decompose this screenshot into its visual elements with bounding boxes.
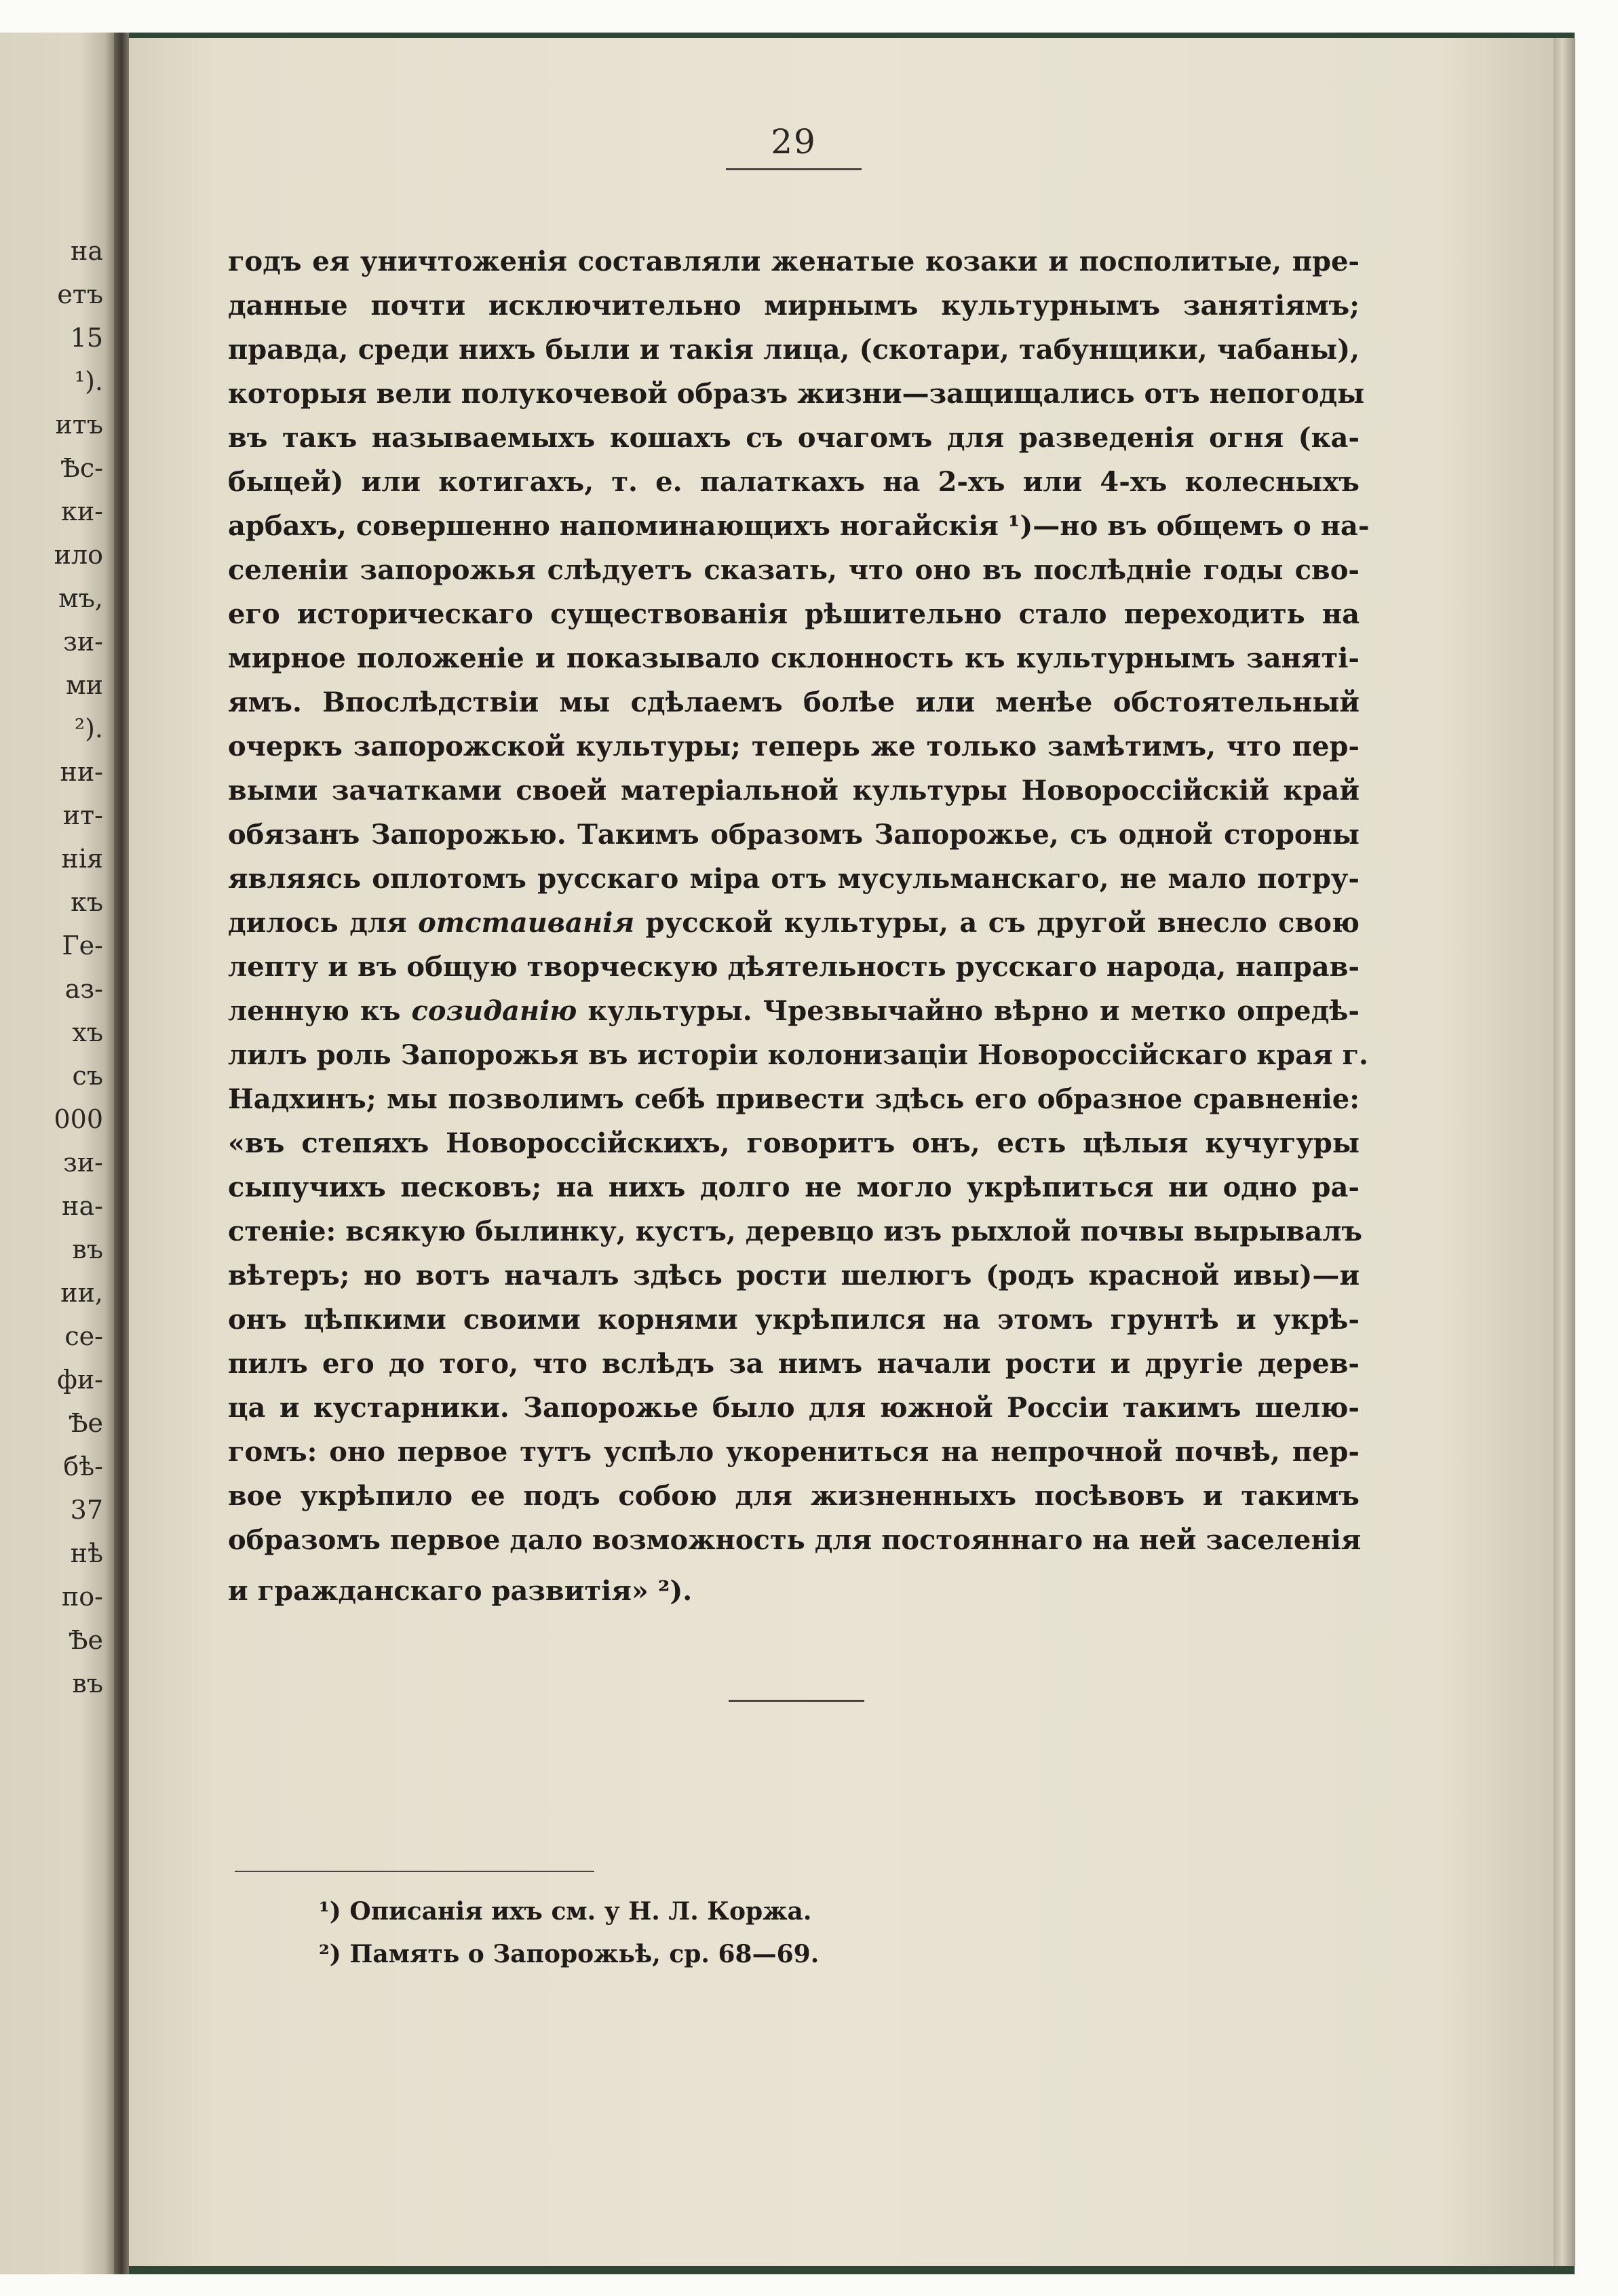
book-spine [114, 33, 129, 2274]
text-line: Надхинъ; мы позволимъ себѣ привести здѣсь его образное сравненіе: [228, 1083, 1360, 1115]
footnote-2: ²) Память о Запорожьѣ, ср. 68—69. [319, 1940, 820, 1968]
scan-border-top [0, 0, 1618, 33]
text-line: быцей) или котигахъ, т. е. палаткахъ на 2-хъ или 4-хъ колесныхъ [228, 466, 1360, 498]
scan-border-bottom [0, 2274, 1618, 2296]
left-fragment: на- [62, 1191, 103, 1221]
text-line: являясь оплотомъ русскаго міра отъ мусульманскаго, не мало потру- [228, 863, 1360, 895]
text-line: «въ степяхъ Новороссійскихъ, говоритъ онъ, есть цѣлыя кучугуры [228, 1127, 1360, 1159]
text-line: лилъ роль Запорожья въ исторіи колонизаціи Новороссійскаго края г. [228, 1039, 1368, 1071]
left-fragment: ¹). [74, 366, 103, 396]
left-fragment: Ѣс- [60, 453, 103, 483]
page-number: 29 [771, 122, 817, 161]
left-fragment: ми [66, 670, 103, 700]
left-fragment: ки- [61, 497, 103, 526]
left-fragment: 37 [70, 1495, 103, 1525]
italic-emphasis: отстаиванія [418, 907, 635, 939]
left-fragment: нѣ [70, 1538, 103, 1568]
left-fragment: 15 [70, 323, 103, 353]
left-fragment: зи- [63, 1148, 103, 1178]
left-fragment: ни- [60, 757, 103, 787]
left-fragment: ило [54, 540, 103, 570]
text-line: онъ цѣпкими своими корнями укрѣпился на этомъ грунтѣ и укрѣ- [228, 1304, 1360, 1336]
left-fragment: фи- [57, 1365, 103, 1395]
left-fragment: 000 [54, 1104, 103, 1134]
scan-border-right [1575, 0, 1618, 2296]
text-line: арбахъ, совершенно напоминающихъ ногайскія ¹)—но въ общемъ о на- [228, 510, 1370, 542]
left-fragment: на [71, 236, 103, 266]
text-line: вѣтеръ; но вотъ началъ здѣсь рости шелюгъ (родъ красной ивы)—и [228, 1260, 1360, 1291]
text-line: пилъ его до того, что вслѣдъ за нимъ начали рости и другіе дерев- [228, 1348, 1360, 1380]
text-line: правда, среди нихъ были и такія лица, (скотари, табунщики, чабаны), [228, 334, 1360, 366]
section-end-rule [729, 1700, 864, 1702]
left-page-edge [0, 33, 114, 2274]
left-fragment: Ге- [62, 931, 103, 960]
footnote-1: ¹) Описанія ихъ см. у Н. Л. Коржа. [319, 1897, 812, 1926]
header-rule [726, 168, 862, 170]
text-line: ца и кустарники. Запорожье было для южной Россіи такимъ шелю- [228, 1392, 1360, 1424]
left-fragment: мъ, [58, 583, 103, 613]
text-line: обязанъ Запорожью. Такимъ образомъ Запорожье, съ одной стороны [228, 819, 1360, 851]
text-line: образомъ первое дало возможность для постояннаго на ней заселенія [228, 1524, 1362, 1556]
text-line: въ такъ называемыхъ кошахъ съ очагомъ для разведенія огня (ка- [228, 422, 1360, 454]
left-fragment: хъ [72, 1017, 103, 1047]
left-fragment: ии, [60, 1278, 103, 1308]
left-fragment: въ [72, 1669, 103, 1698]
text-run: русской культуры, а съ другой внесло свою [634, 907, 1360, 939]
left-fragment: се- [64, 1321, 103, 1351]
text-line-mixed [228, 906, 1360, 941]
text-line: стеніе: всякую былинку, кустъ, деревцо изъ рыхлой почвы вырывалъ [228, 1215, 1363, 1247]
text-line: годъ ея уничтоженія составляли женатые козаки и посполитые, пре- [228, 246, 1360, 277]
left-fragment: въ [72, 1234, 103, 1264]
text-line: гомъ: оно первое тутъ успѣло укорениться на непрочной почвѣ, пер- [228, 1436, 1360, 1468]
text-line: вое укрѣпило ее подъ собою для жизненныхъ посѣвовъ и такимъ [228, 1480, 1360, 1512]
left-fragment: съ [72, 1061, 103, 1091]
left-fragment: нія [61, 844, 103, 874]
footnote-rule [235, 1871, 594, 1872]
text-line: ямъ. Впослѣдствіи мы сдѣлаемъ болѣе или менѣе обстоятельный [228, 686, 1360, 718]
text-run: дилось для [228, 907, 419, 939]
text-line: мирное положеніе и показывало склонность къ культурнымъ заняті- [228, 642, 1360, 674]
italic-emphasis: созиданію [411, 995, 577, 1027]
text-line: данные почти исключительно мирнымъ культурнымъ занятіямъ; [228, 290, 1360, 322]
text-line: очеркъ запорожской культуры; теперь же только замѣтимъ, что пер- [228, 731, 1360, 762]
left-fragment: итъ [55, 410, 103, 440]
left-fragment: зи- [63, 627, 103, 657]
left-fragment: Ѣе [68, 1625, 103, 1655]
text-line: выми зачатками своей матеріальной культуры Новороссійскій край [228, 775, 1360, 806]
left-fragment: бѣ- [63, 1452, 103, 1481]
left-fragment: аз- [64, 974, 103, 1004]
text-line-mixed [228, 994, 1360, 1029]
text-line: его историческаго существованія рѣшительно стало переходить на [228, 598, 1360, 630]
page-edge [1554, 38, 1575, 2266]
left-fragment: етъ [57, 279, 103, 309]
text-run: ленную къ [228, 995, 412, 1027]
left-fragment: ит- [62, 800, 103, 830]
left-fragment: къ [71, 887, 103, 917]
text-line: лепту и въ общую творческую дѣятельность русскаго народа, направ- [228, 951, 1360, 983]
text-line: селеніи запорожья слѣдуетъ сказать, что оно въ послѣдніе годы сво- [228, 554, 1360, 586]
left-fragment: ²). [74, 714, 103, 743]
left-fragment: Ѣе [68, 1408, 103, 1438]
text-line: сыпучихъ песковъ; на нихъ долго не могло укрѣпиться ни одно ра- [228, 1171, 1360, 1203]
text-line: которыя вели полукочевой образъ жизни—защищались отъ непогоды [228, 378, 1365, 410]
left-fragment: по- [61, 1582, 103, 1612]
text-line: и гражданскаго развитія» ²). [228, 1575, 693, 1607]
text-run: культуры. Чрезвычайно вѣрно и метко опредѣ- [577, 995, 1360, 1027]
